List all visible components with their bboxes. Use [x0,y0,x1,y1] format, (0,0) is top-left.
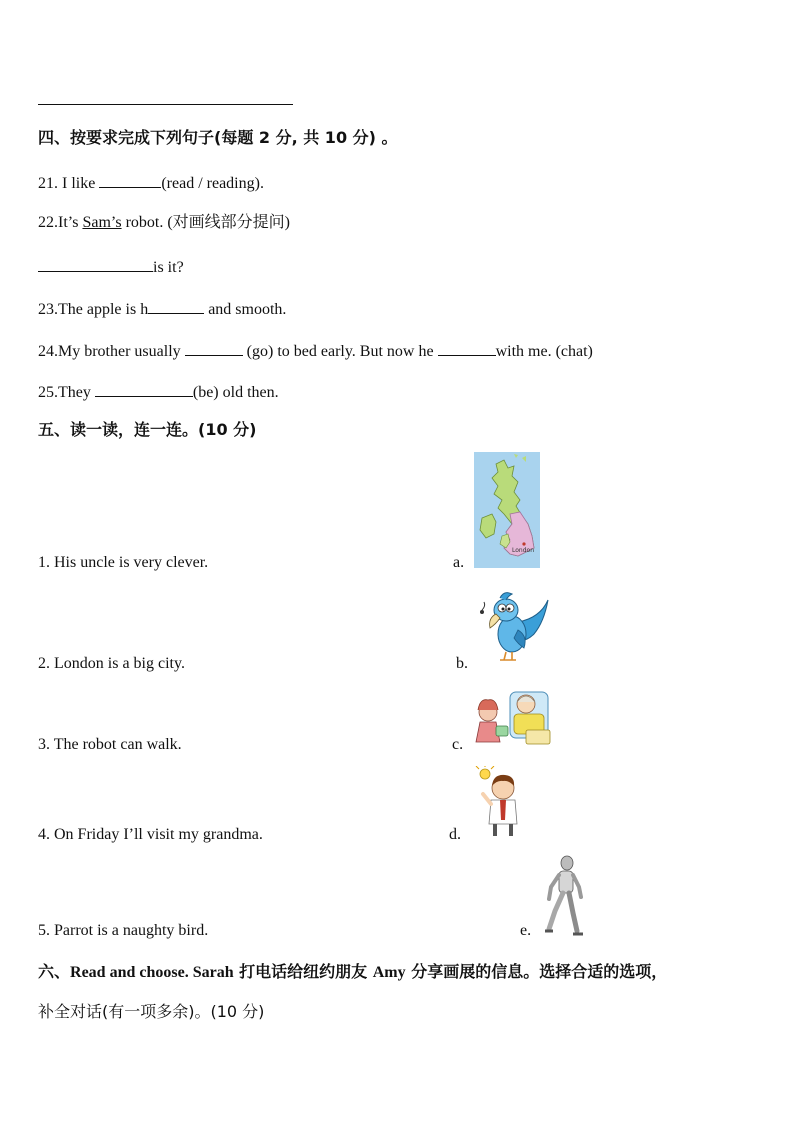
question-22-underlined-word: Sam’s [82,214,122,231]
question-21-prefix: . I like [54,175,100,192]
question-24 [38,339,593,362]
question-22-answer-line [38,255,184,278]
section-6-chinese-part-1: 打电话给纽约朋友 [233,962,373,981]
girl-hair [478,700,498,710]
question-23-blank[interactable] [148,297,204,314]
walking-robot-picture [541,855,587,937]
question-21-blank[interactable] [99,171,161,188]
match-letter-e: e. [520,922,532,939]
section-6-english-name: Amy [372,964,406,981]
section-4-heading [38,127,398,150]
question-23-prefix: .The apple is h [54,301,149,318]
uk-map-picture [474,452,540,568]
section-5-heading-text: 五、读一读，连一连。(10 分) [38,420,257,439]
question-21-number: 21 [38,175,54,192]
question-25-prefix: .They [54,384,95,401]
map-london-label: London [512,547,534,554]
section-5-heading [38,419,256,442]
boy-raised-arm [483,794,491,804]
question-23-suffix: and smooth. [204,301,287,318]
question-24-prefix: .My brother usually [54,343,185,360]
match-sentence-4: 4. On Friday I’ll visit my grandma. [38,826,263,843]
match-letter-a: a. [453,554,465,571]
section-6-english-bold: Read and choose. Sarah [70,964,234,981]
clever-boy-picture [475,766,525,840]
parrot-music-note-stem [482,602,485,610]
question-22-number: 22 [38,214,54,231]
parrot-beak [490,614,500,628]
light-bulb-rays [476,766,494,769]
robot-torso [559,871,573,893]
question-25-number: 25 [38,384,54,401]
grandma-visit-picture [474,686,554,750]
question-25-suffix: (be) old then. [192,384,279,401]
question-22-suffix: robot. (对画线部分提问) [121,214,291,231]
section-6-heading-line-2: 补全对话(有一项多余)。(10 分) [38,1002,265,1021]
match-sentence-3: 3. The robot can walk. [38,736,182,753]
robot-head [561,856,573,870]
map-london-dot [522,542,525,545]
question-22-blank[interactable] [38,255,153,272]
robot-right-arm [573,875,581,897]
boy-legs [495,824,511,836]
question-22 [38,213,290,233]
light-bulb-icon [480,769,490,779]
parrot-pupil-left [502,608,505,611]
question-21-suffix: (read / reading). [161,175,264,192]
boy-shirt [500,800,506,820]
parrot-feet [500,652,516,660]
section-6-chinese-part-2: 分享画展的信息。选择合适的选项， [405,962,668,981]
match-letter-c: c. [452,736,464,753]
question-24-blank-2[interactable] [438,339,496,356]
robot-left-arm [549,875,559,899]
match-sentence-5: 5. Parrot is a naughty bird. [38,922,209,939]
gift-box [526,730,550,744]
question-21 [38,171,264,194]
question-24-middle: (go) to bed early. But now he [242,343,438,360]
question-23-number: 23 [38,301,54,318]
question-23 [38,297,286,320]
section-4-heading-text: 四、按要求完成下列句子(每题 2 分, 共 10 分) 。 [38,128,398,147]
match-letter-d: d. [449,826,461,843]
match-sentence-2: 2. London is a big city. [38,655,185,672]
question-24-suffix: with me. (chat) [495,343,593,360]
answer-line-top [38,104,293,105]
parrot-pupil-right [508,608,511,611]
parrot-music-note-icon [480,610,484,614]
section-6-number: 六、 [38,962,71,981]
question-24-number: 24 [38,343,54,360]
parrot-picture [478,588,552,666]
question-22-prefix: .It’s [54,214,83,231]
section-6-heading [38,961,667,984]
fruit-basket [496,726,508,736]
match-letter-b: b. [456,655,468,672]
question-25 [38,380,279,403]
question-24-blank-1[interactable] [185,339,243,356]
robot-right-leg [569,893,577,931]
parrot-crest [500,593,512,600]
question-25-blank[interactable] [95,380,193,397]
question-22-answer-suffix: is it? [153,259,184,276]
match-sentence-1: 1. His uncle is very clever. [38,554,209,571]
